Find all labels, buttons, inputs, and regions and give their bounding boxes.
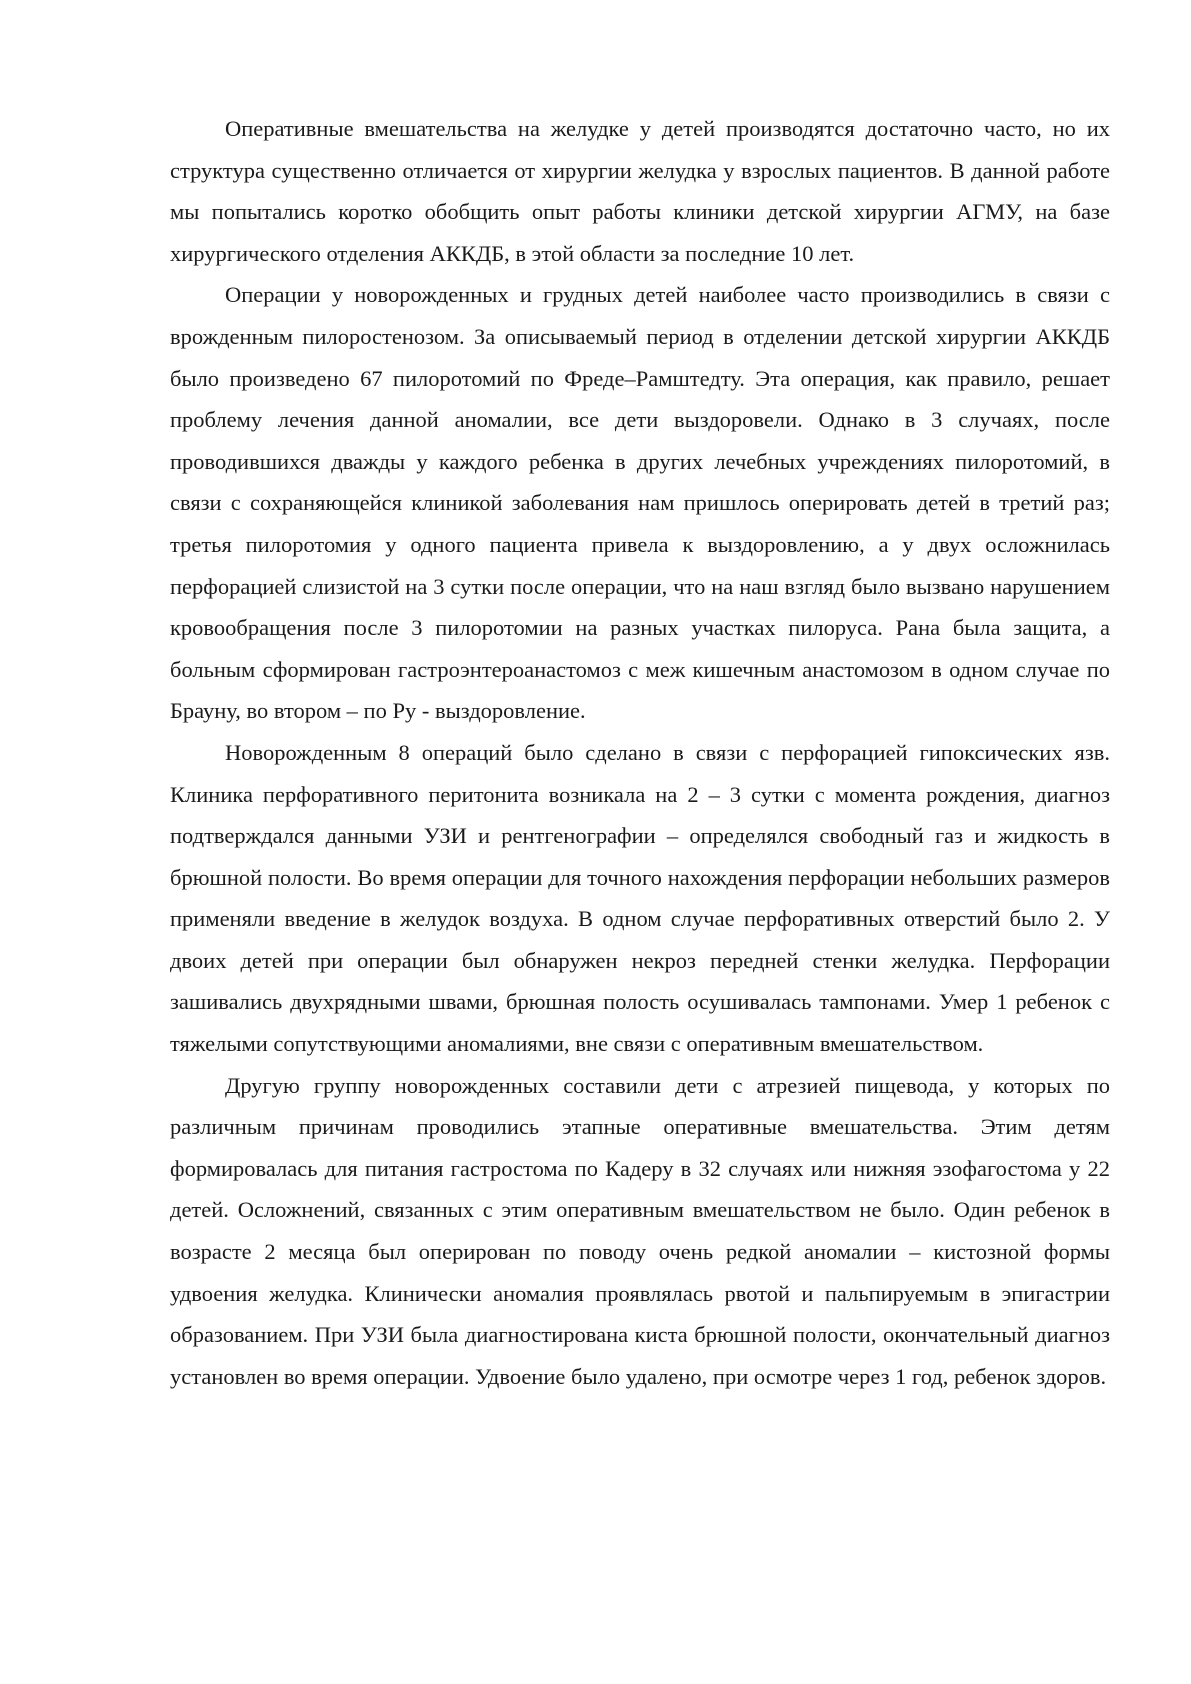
paragraph-3: Новорожденным 8 операций было сделано в связи с перфорацией гипоксических язв. Клиника перфоративного перитонита возникала на 2 – 3 сутки с момента рождения, диагноз подтверждался данными УЗИ и рентгенографии – определялся свободный газ и жидкость в брюшной полости. Во время операции для точного нахождения перфорации небольших размеров применяли введение в желудок воздуха. В одном случае перфоративных отверстий было 2. У двоих детей при операции был обнаружен некроз передней стенки желудка. Перфорации зашивались двухрядными швами, брюшная полость осушивалась тампонами. Умер 1 ребенок с тяжелыми сопутствующими аномалиями, вне связи с оперативным вмешательством. <box>170 739 1110 1057</box>
paragraph-1: Оперативные вмешательства на желудке у детей производятся достаточно часто, но их структура существенно отличается от хирургии желудка у взрослых пациентов. В данной работе мы попытались коротко обобщить опыт работы клиники детской хирургии АГМУ, на базе хирургического отделения АККДБ, в этой области за последние 10 лет. <box>170 116 1110 266</box>
document-body <box>170 108 1110 1397</box>
paragraph-2: Операции у новорожденных и грудных детей наиболее часто производились в связи с врожденным пилоростенозом. За описываемый период в отделении детской хирургии АККДБ было произведено 67 пилоротомий по Фреде–Рамштедту. Эта операция, как правило, решает проблему лечения данной аномалии, все дети выздоровели. Однако в 3 случаях, после проводившихся дважды у каждого ребенка в других лечебных учреждениях пилоротомий, в связи с сохраняющейся клиникой заболевания нам пришлось оперировать детей в третий раз; третья пилоротомия у одного пациента привела к выздоровлению, а у двух осложнилась перфорацией слизистой на 3 сутки после операции, что на наш взгляд было вызвано нарушением кровообращения после 3 пилоротомии на разных участках пилоруса. Рана была защита, а больным сформирован гастроэнтероанастомоз с меж кишечным анастомозом в одном случае по Брауну, во втором – по Ру - выздоровление. <box>170 282 1110 724</box>
paragraph-4: Другую группу новорожденных составили дети с атрезией пищевода, у которых по различным причинам проводились этапные оперативные вмешательства. Этим детям формировалась для питания гастростома по Кадеру в 32 случаях или нижняя эзофагостома у 22 детей. Осложнений, связанных с этим оперативным вмешательством не было. Один ребенок в возрасте 2 месяца был оперирован по поводу очень редкой аномалии – кистозной формы удвоения желудка. Клинически аномалия проявлялась рвотой и пальпируемым в эпигастрии образованием. При УЗИ была диагностирована киста брюшной полости, окончательный диагноз установлен во время операции. Удвоение было удалено, при осмотре через 1 год, ребенок здоров. <box>170 1072 1110 1389</box>
